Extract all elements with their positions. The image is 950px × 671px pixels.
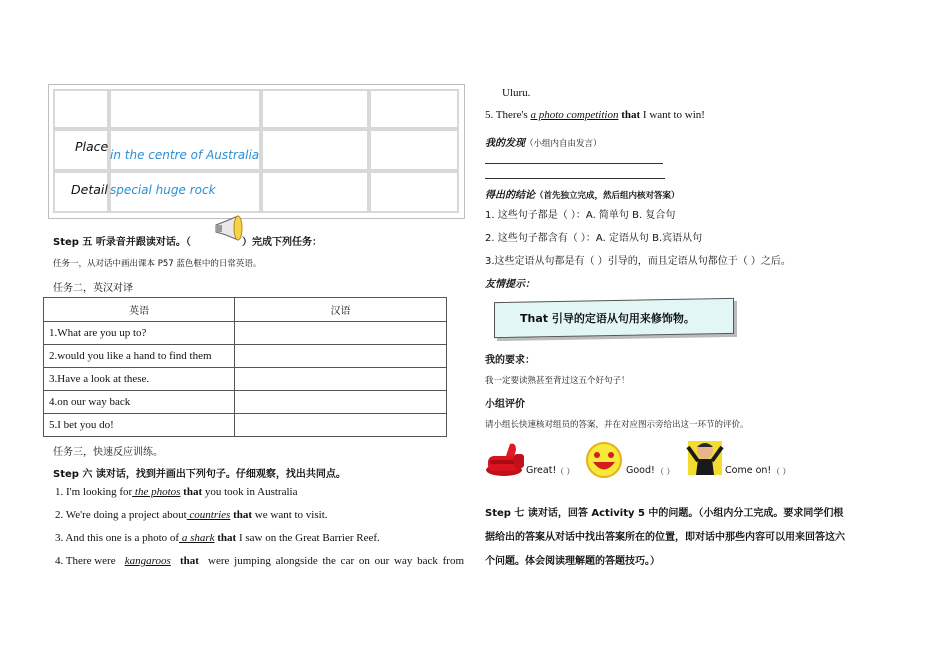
conclusion-q2: 2. 这些句子都含有（ ）：A. 定语从句 B.宾语从句	[485, 233, 703, 244]
smiley-icon	[584, 441, 624, 479]
evaluation-text: 请小组长快速核对组员的答案，并在对应图示旁给出这一环节的评价。	[485, 420, 749, 430]
thumbs-up-icon	[484, 442, 528, 478]
bold-that: that	[230, 509, 253, 521]
step7-line2: 据给出的答案从对话中找出答案所在的位置，即对话中那些内容可以用来回答这六	[485, 532, 845, 543]
underlined-noun: the photos	[132, 486, 181, 498]
requirement-title: 我的要求：	[485, 355, 535, 366]
detail-value: special huge rock	[110, 183, 216, 197]
place-value: in the centre of Australia	[110, 148, 260, 162]
header-chinese: 汉语	[235, 298, 447, 322]
table-cell	[261, 129, 369, 171]
sentence-text: you took in Australia	[202, 486, 298, 498]
table-row: 4.on our way back	[44, 391, 235, 414]
sentence-1	[55, 486, 297, 498]
table-cell	[369, 89, 459, 129]
bold-that: that	[214, 532, 237, 544]
underlined-noun: a shark	[179, 532, 215, 544]
step7-line3: 个问题。体会阅读理解题的答题技巧。）	[485, 556, 660, 567]
conclusion-q3: 3.这些定语从句都是有（ ）引导的，而且定语从句都位于（ ）之后。	[485, 256, 791, 267]
table-row: 5.I bet you do!	[44, 414, 235, 437]
step6-title: Step 六 读对话，找到并画出下列句子。仔细观察，找出共同点。	[53, 469, 346, 480]
sentence-text: 4. There were	[55, 555, 116, 567]
detail-label: Detail	[71, 182, 108, 197]
sentence-text: 5. There's	[485, 109, 528, 121]
sentence-text: I want to win!	[642, 109, 705, 121]
sentence-2	[55, 509, 328, 521]
table-cell	[261, 89, 369, 129]
header-english: 英语	[44, 298, 235, 322]
task1: 任务一，从对话中画出课本 P57 蓝色框中的日常英语。	[53, 259, 262, 269]
conclusion-title: 得出的结论	[485, 190, 535, 201]
sentence-text: 3. And this one is a photo of	[55, 532, 180, 544]
conclusion-heading	[485, 183, 680, 202]
answer-cell[interactable]	[235, 414, 447, 437]
answer-cell[interactable]	[235, 322, 447, 345]
place-label: Place	[75, 139, 109, 154]
underlined-noun: a photo competition	[530, 109, 619, 121]
tip-text: That 引导的定语从句用来修饰物。	[520, 312, 695, 325]
comeon-label: Come on!	[725, 465, 772, 476]
good-label: Good!	[626, 465, 655, 476]
conclusion-q1: 1. 这些句子都是（ ）：A. 简单句 B. 复合句	[485, 210, 676, 221]
sentence-text: 1. I'm looking for	[55, 486, 133, 498]
place-table	[48, 84, 465, 219]
step5-title-b: ）完成下列任务：	[242, 237, 322, 248]
speaker-icon	[212, 215, 244, 243]
table-row: 2.would you like a hand to find them	[44, 345, 235, 368]
sentence-4	[55, 555, 464, 567]
sentence-3	[55, 532, 380, 544]
sentence-text: 2. We're doing a project about	[55, 509, 187, 521]
table-cell	[369, 171, 459, 213]
answer-cell[interactable]	[235, 391, 447, 414]
great-score[interactable]: （ ）	[556, 467, 575, 476]
answer-cell[interactable]	[235, 345, 447, 368]
translation-table	[43, 297, 447, 437]
answer-line[interactable]	[485, 163, 663, 164]
sentence-text: were jumping alongside the car on our way back from	[208, 555, 464, 567]
step7-line1: Step 七 读对话，回答 Activity 5 中的问题。（小组内分工完成。要求同学们根	[485, 508, 844, 519]
step5-title-a: Step 五 听录音并跟读对话。（	[53, 237, 191, 248]
table-row: 3.Have a look at these.	[44, 368, 235, 391]
discovery-title: 我的发现	[485, 138, 525, 149]
requirement-text: 我一定要读熟甚至背过这五个好句子！	[485, 376, 630, 386]
table-row: 1.What are you up to?	[44, 322, 235, 345]
table-cell	[369, 129, 459, 171]
task2: 任务二，英汉对译	[53, 283, 133, 294]
table-cell	[53, 89, 109, 129]
great-label: Great!	[526, 465, 557, 476]
underlined-noun: kangaroos	[124, 555, 171, 567]
bold-that: that	[621, 109, 641, 121]
answer-line[interactable]	[485, 178, 665, 179]
answer-cell[interactable]	[235, 368, 447, 391]
cheering-person-icon	[684, 435, 726, 477]
evaluation-title: 小组评价	[485, 399, 525, 410]
table-cell	[261, 171, 369, 213]
task3: 任务三，快速反应训练。	[53, 447, 163, 458]
good-score[interactable]: （ ）	[656, 467, 675, 476]
sentence-4-continued: Uluru.	[502, 87, 531, 99]
table-cell	[109, 89, 261, 129]
sentence-text: we want to visit.	[252, 509, 328, 521]
discovery-note: （小组内自由发言）	[525, 139, 602, 149]
comeon-score[interactable]: （ ）	[772, 467, 791, 476]
tip-title: 友情提示：	[485, 279, 535, 290]
underlined-noun: countries	[186, 509, 231, 521]
sentence-text: I saw on the Great Barrier Reef.	[236, 532, 380, 544]
discovery-heading	[485, 131, 602, 150]
bold-that: that	[180, 486, 203, 498]
bold-that: that	[179, 555, 199, 567]
sentence-5	[485, 109, 705, 121]
conclusion-note: （首先独立完成，然后组内核对答案）	[535, 191, 680, 201]
